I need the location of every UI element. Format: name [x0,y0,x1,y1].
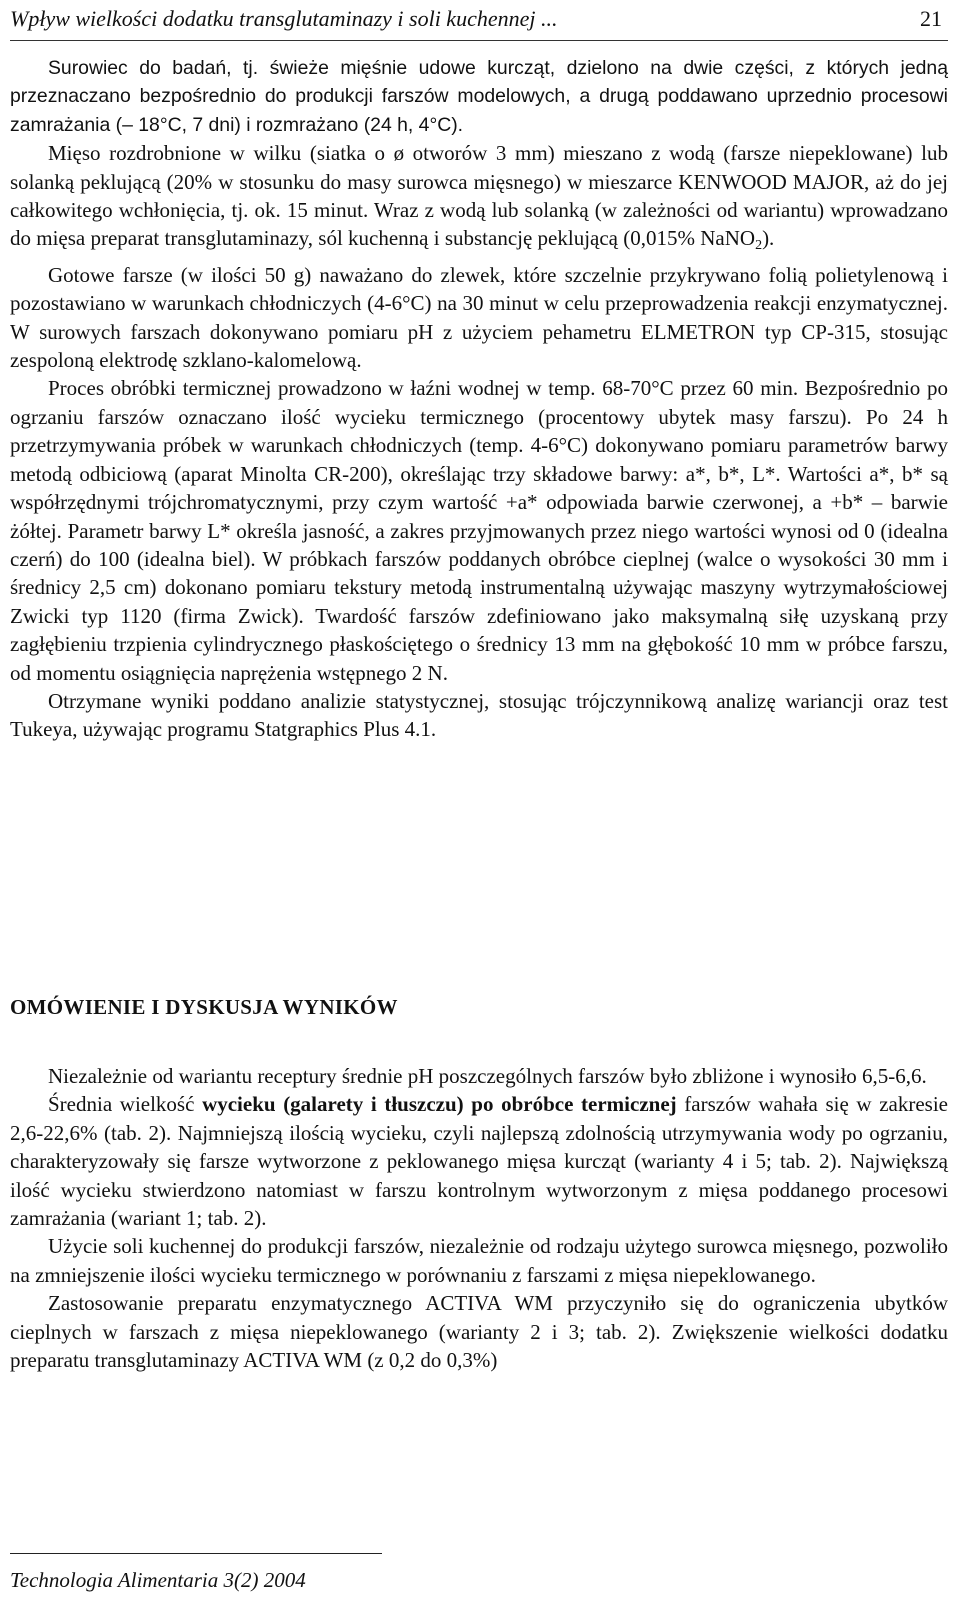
paragraph-ph-measurement: Gotowe farsze (w ilości 50 g) naważano do zlewek, które szczelnie przykrywano folią polietylenową i pozostawiano w warunkach chłodniczych (4-6°C) na 30 minut w celu przeprowadzenia reakcji enzymatycznej. W surowych farszach dokonywano pomiaru pH z użyciem pehametru ELMETRON typ CP-315, stosując zespoloną elektrodę szklano-kalomelową. [10,262,948,373]
paragraph-text: Średnia wielkość [48,1092,203,1117]
paragraph-text: Surowiec do badań, tj. świeże mięśnie udowe kurcząt, dzielono na dwie części, z których jedną przeznaczano bezpośrednio do produkcji farszów modelowych, a drugą poddawano uprzednio procesowi zamrażania (– 18°C, 7 dni) i rozmrażano (24 h, 4°C). [10,57,948,136]
methods-section [10,54,948,744]
paragraph-drip-loss [10,1090,948,1232]
page-number: 21 [920,6,942,31]
footer-divider [10,1553,382,1554]
paragraph-salt-effect: Użycie soli kuchennej do produkcji farszów, niezależnie od rodzaju użytego surowca mięsnego, pozwoliło na zmniejszenie ilości wycieku termicznego w porównaniu z farszami z mięsa niepeklowanego. [10,1234,948,1287]
bold-term: wycieku (galarety i tłuszczu) po obróbce termicznej [202,1092,677,1117]
journal-footer: Technologia Alimentaria 3(2) 2004 [10,1568,306,1592]
paragraph-enzyme-effect: Zastosowanie preparatu enzymatycznego ACTIVA WM przyczyniło się do ograniczenia ubytków cieplnych w farszach z mięsa niepeklowanego (warianty 2 i 3; tab. 2). Zwiększenie wielkości dodatku preparatu transglutaminazy ACTIVA WM (z 0,2 do 0,3%) [10,1291,948,1373]
paragraph-meat-preparation [10,139,948,261]
paragraph-raw-material [10,54,948,139]
paragraph-text: farszów wahała się w zakresie 2,6-22,6% (tab. 2). Najmniejszą ilością wycieku, czyli najlepszą zdolnością utrzymywania wody po ogrzaniu, charakteryzowały się farsze wytworzone z peklowanego mięsa kurcząt (warianty 4 i 5; tab. 2). Największą ilość wycieku stwierdzono natomiast w farszu kontrolnym wytworzonym z mięsa poddanego procesowi zamrażania (wariant 1; tab. 2). [10,1092,948,1231]
running-title: Wpływ wielkości dodatku transglutaminazy i soli kuchennej ... [10,6,558,31]
paragraph-ph-results: Niezależnie od wariantu receptury średnie pH poszczególnych farszów było zbliżone i wynosiło 6,5-6,6. [48,1064,927,1088]
subscript-2: 2 [755,238,763,254]
running-header [10,2,948,36]
paragraph-text-end: ). [762,226,775,251]
results-section [10,1062,948,1374]
header-divider [10,40,948,41]
paragraph-text: Mięso rozdrobnione w wilku (siatka o ø otworów 3 mm) mieszano z wodą (farsze niepeklowane) lub solanką peklującą (20% w stosunku do masy surowca mięsnego) w mieszarce KENWOOD MAJOR, aż do jej całkowitego wchłonięcia, tj. ok. 15 minut. Wraz z wodą lub solanką (w zależności od wariantu) wprowadzano do mięsa preparat transglutaminazy, sól kuchenną i substancję peklującą (0,015% NaNO [10,141,948,251]
paragraph-thermal-processing: Proces obróbki termicznej prowadzono w łaźni wodnej w temp. 68-70°C przez 60 min. Bezpośrednio po ogrzaniu farszów oznaczano ilość wycieku termicznego (procentowy ubytek masy farszu). Po 24 h przetrzymywania próbek w warunkach chłodniczych (temp. 4-6°C) dokonywano pomiaru parametrów barwy metodą odbiciową (aparat Minolta CR-200), określając trzy składowe barwy: a*, b*, L*. Wartości a*, b* są współrzędnymi trójchromatycznymi, przy czym wartość +a* odpowiada barwie czerwonej, a +b* – barwie żółtej. Parametr barwy L* określa jasność, a zakres przyjmowanych przez niego wartości wynosi od 0 (idealna czerń) do 100 (idealna biel). W próbkach farszów poddanych obróbce cieplnej (walce o wysokości 30 mm i średnicy 2,5 cm) dokonano pomiaru tekstury metodą instrumentalną używając maszyny wytrzymałościowej Zwicki typ 1120 (firma Zwick). Twardość farszów zdefiniowano jako maksymalną siłę uzyskaną przy zagłębieniu trzpienia cylindrycznego płaskościętego o średnicy 13 mm na głębokość 10 mm w próbce farszu, od momentu osiągnięcia naprężenia wstępnego 2 N. [10,376,948,685]
section-heading: OMÓWIENIE I DYSKUSJA WYNIKÓW [10,995,398,1019]
paragraph-statistics: Otrzymane wyniki poddano analizie statystycznej, stosując trójczynnikową analizę wariancji oraz test Tukeya, używając programu Statgraphics Plus 4.1. [10,688,948,742]
